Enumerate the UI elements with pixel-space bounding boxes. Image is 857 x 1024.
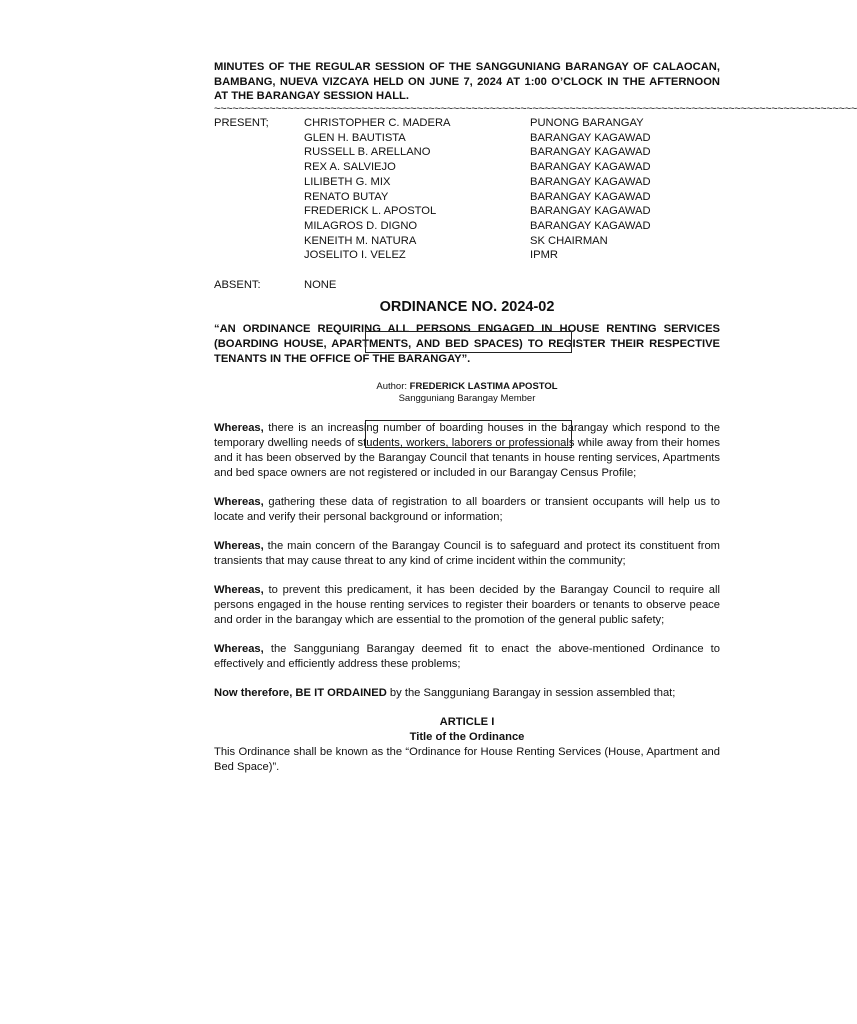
attendance-row: [214, 248, 720, 263]
whereas-clause: [214, 642, 720, 671]
whereas-lead: Whereas,: [214, 495, 264, 508]
whereas-text: to prevent this predicament, it has been decided by the Barangay Council to require all persons engaged in the house renting services to register their boarders or tenants to observe peace and order in the barangay which are essential to the promotion of the general public safety;: [214, 584, 720, 626]
member-name: FREDERICK L. APOSTOL: [304, 205, 437, 218]
attendance-row: [214, 145, 720, 160]
attendance-list: [214, 116, 720, 292]
whereas-text: there is an increasing number of boarding houses in the barangay which respond to the temporary dwelling needs of students, workers, laborers or professionals while away from their homes and it has been observed by the Barangay Council that tenants in house renting services, Apartments and bed space owners are not registered or included in our Barangay Census Profile;: [214, 422, 720, 479]
attendance-row: [214, 204, 720, 219]
attendance-row: [214, 190, 720, 205]
ordained-lead: Now therefore, BE IT ORDAINED: [214, 687, 387, 700]
attendance-row: [214, 175, 720, 190]
whereas-clause: [214, 421, 720, 480]
attendance-row: [214, 219, 720, 234]
absent-row: [214, 278, 720, 293]
member-name: GLEN H. BAUTISTA: [304, 131, 406, 144]
whereas-clause: [214, 539, 720, 568]
whereas-lead: Whereas,: [214, 540, 264, 553]
whereas-lead: Whereas,: [214, 422, 264, 435]
article-heading: Title of the Ordinance: [409, 731, 525, 744]
whereas-text: the main concern of the Barangay Council is to safeguard and protect its constituent from transients that may cause threat to any kind of crime incident within the community;: [214, 540, 720, 567]
member-position: PUNONG BARANGAY: [530, 117, 644, 130]
whereas-clause: [214, 583, 720, 627]
attendance-row: [214, 131, 720, 146]
member-name: CHRISTOPHER C. MADERA: [304, 117, 451, 130]
separator-line: ~~~~~~~~~~~~~~~~~~~~~~~~~~~~~~~~~~~~~~~~~~~~~~~~~~~~~~~~~~~~~~~~~~~~~~~~~~~~~~~~~~~~~~~~~~~~~~~~~~~~~~~~~: [214, 103, 857, 116]
ordained-clause: [214, 686, 720, 701]
present-label: PRESENT;: [214, 117, 269, 130]
member-position: BARANGAY KAGAWAD: [530, 190, 651, 203]
member-position: SK CHAIRMAN: [530, 234, 608, 247]
whereas-lead: Whereas,: [214, 642, 264, 655]
article-number: ARTICLE I: [439, 716, 495, 729]
member-position: BARANGAY KAGAWAD: [530, 161, 651, 174]
member-name: LILIBETH G. MIX: [304, 175, 391, 188]
member-name: MILAGROS D. DIGNO: [304, 219, 418, 232]
whereas-text: the Sangguniang Barangay deemed fit to enact the above-mentioned Ordinance to effectively and efficiently address these problems;: [214, 642, 720, 670]
member-name: JOSELITO I. VELEZ: [304, 249, 406, 262]
member-position: BARANGAY KAGAWAD: [530, 219, 651, 232]
attendance-row: [214, 116, 720, 131]
member-position: BARANGAY KAGAWAD: [530, 175, 651, 188]
member-position: BARANGAY KAGAWAD: [530, 131, 651, 144]
ordained-text: by the Sangguniang Barangay in session assembled that;: [386, 687, 676, 700]
whereas-lead: Whereas,: [214, 584, 264, 597]
member-position: IPMR: [530, 249, 558, 262]
absent-label: ABSENT:: [214, 278, 261, 291]
document-page: [214, 60, 857, 774]
minutes-title: MINUTES OF THE REGULAR SESSION OF THE SANGGUNIANG BARANGAY OF CALAOCAN, BAMBANG, NUEVA VIZCAYA HELD ON JUNE 7, 2024 AT 1:00 O’CLOCK IN THE AFTERNOON AT THE BARANGAY SESSION HALL.: [214, 61, 720, 103]
ordinance-number: ORDINANCE NO. 2024-02: [379, 299, 555, 316]
ordinance-title: “AN ORDINANCE REQUIRING ALL PERSONS ENGAGED IN HOUSE RENTING SERVICES (BOARDING HOUSE, APARTMENTS, AND BED SPACES) TO REGISTER THEIR RESPECTIVE TENANTS IN THE OFFICE OF THE BARANGAY”.: [214, 323, 720, 365]
absent-value: NONE: [304, 278, 337, 291]
member-name: RENATO BUTAY: [304, 190, 389, 203]
member-name: RUSSELL B. ARELLANO: [304, 146, 431, 159]
whereas-text: gathering these data of registration to all boarders or transient occupants will help us to locate and verify their personal background or information;: [214, 495, 720, 523]
author-prefix: Author:: [376, 381, 410, 393]
whereas-clause: [214, 495, 720, 524]
author-block: [214, 381, 720, 405]
author-role: Sangguniang Barangay Member: [398, 393, 536, 405]
article-body: This Ordinance shall be known as the “Ordinance for House Renting Services (House, Apartment and Bed Space)”.: [214, 745, 720, 773]
attendance-row: [214, 160, 720, 175]
attendance-row: [214, 234, 720, 249]
member-position: BARANGAY KAGAWAD: [530, 146, 651, 159]
member-position: BARANGAY KAGAWAD: [530, 205, 651, 218]
author-name: FREDERICK LASTIMA APOSTOL: [409, 381, 558, 393]
member-name: REX A. SALVIEJO: [304, 161, 396, 174]
member-name: KENEITH M. NATURA: [304, 234, 417, 247]
